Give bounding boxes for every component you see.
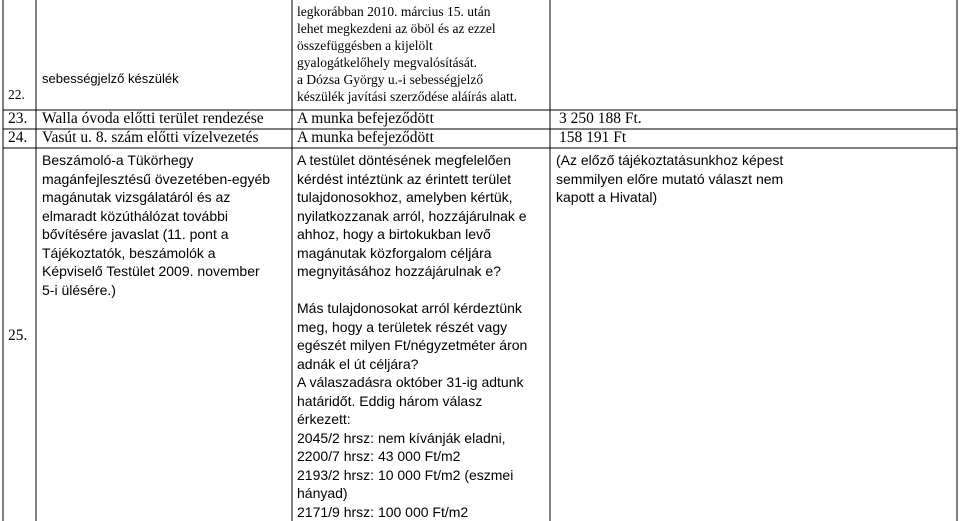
row-25-note [556, 151, 783, 207]
row-25-title-line: Beszámoló-a Tükörhegy [42, 152, 194, 168]
row-25-title-line: 5-i ülésére.) [42, 281, 116, 298]
row-25-status-line: megnyitásához hozzájárulnak e? [297, 263, 501, 279]
row-25-note-line: kapott a Hivatal) [556, 189, 658, 205]
row-23-title: Walla óvoda előtti terület rendezése [42, 110, 264, 127]
row-25-status-line: magánutak közforgalom céljára [297, 244, 492, 261]
row-25-note-line: (Az előző tájékoztatásunkhoz képest [556, 152, 784, 168]
row-25-status-line: ahhoz, hogy a birtokukban levő [297, 226, 491, 242]
row-25-status-line: határidőt. Eddig három válasz [297, 392, 483, 409]
row-22-status-line: a Dózsa György u.-i sebességjelző [297, 72, 484, 87]
row-25-status-line: 2200/7 hrsz: 43 000 Ft/m2 [297, 448, 461, 464]
row-22-status [297, 3, 517, 105]
row-24-title: Vasút u. 8. szám előtti vízelvezetés [42, 129, 259, 146]
row-25-status-line: meg, hogy a területek részét vagy [297, 318, 508, 335]
row-25-status-line: adnák el út céljára? [297, 355, 419, 372]
row-25-status-line: egészét milyen Ft/négyzetméter áron [297, 337, 528, 353]
row-25-status-part-b [297, 299, 527, 521]
row-25-title-line: elmaradt közúthálózat további [42, 207, 228, 224]
row-25-number: 25. [8, 327, 28, 344]
row-22-status-line: összefüggésben a kijelölt [297, 38, 433, 53]
row-24-number: 24. [8, 129, 28, 146]
row-25-status-line: tulajdonosokhoz, amelyben kértük, [297, 189, 513, 205]
row-25-status-line: nyilatkozzanak arról, hozzájárulnak e [297, 207, 527, 224]
row-25-title-line: magánutak vizsgálatáról és az [42, 189, 231, 205]
row-22-number: 22. [8, 87, 25, 102]
row-25-title-line: magánfejlesztésű övezetében-egyéb [42, 170, 271, 187]
row-25-status-line: hányad) [297, 485, 348, 501]
row-25-title-line: Képviselő Testület 2009. november [42, 263, 260, 279]
row-22-title: sebességjelző készülék [42, 71, 179, 86]
row-25-status-line: A válaszadásra október 31-ig adtunk [297, 374, 524, 390]
row-24-amount: 158 191 Ft [559, 129, 627, 146]
row-25-status-line: kérdést intéztünk az érintett terület [297, 170, 511, 187]
row-22-status-line: legkorábban 2010. március 15. után [297, 4, 491, 19]
row-25-status-line: 2171/9 hrsz: 100 000 Ft/m2 [297, 503, 469, 520]
row-25-status-line: 2193/2 hrsz: 10 000 Ft/m2 (eszmei [297, 466, 514, 483]
row-25-status-line: A testület döntésének megfelelően [297, 152, 512, 168]
row-25-title [42, 151, 270, 299]
row-24-status: A munka befejeződött [297, 129, 434, 146]
row-23-status: A munka befejeződött [297, 110, 434, 127]
row-25-status-line: 2045/2 hrsz: nem kívánják eladni, [297, 429, 506, 446]
row-25-note-line: semmilyen előre mutató választ nem [556, 170, 784, 187]
row-25-status-line: érkezett: [297, 411, 351, 427]
row-25-status-part-a [297, 151, 527, 281]
row-23-number: 23. [8, 110, 28, 127]
row-25-title-line: bővítésére javaslat (11. pont a [42, 226, 229, 242]
row-22-status-line: készülék javítási szerződése aláírás alatt. [297, 89, 518, 104]
row-22-status-line: gyalogátkelőhely megvalósítását. [297, 55, 477, 70]
row-25-status-line: Más tulajdonosokat arról kérdeztünk [297, 300, 522, 316]
row-25-title-line: Tájékoztatók, beszámolók a [42, 244, 216, 261]
row-22-status-line: lehet megkezdeni az öböl és az ezzel [297, 21, 496, 36]
row-23-amount: 3 250 188 Ft. [559, 110, 642, 127]
